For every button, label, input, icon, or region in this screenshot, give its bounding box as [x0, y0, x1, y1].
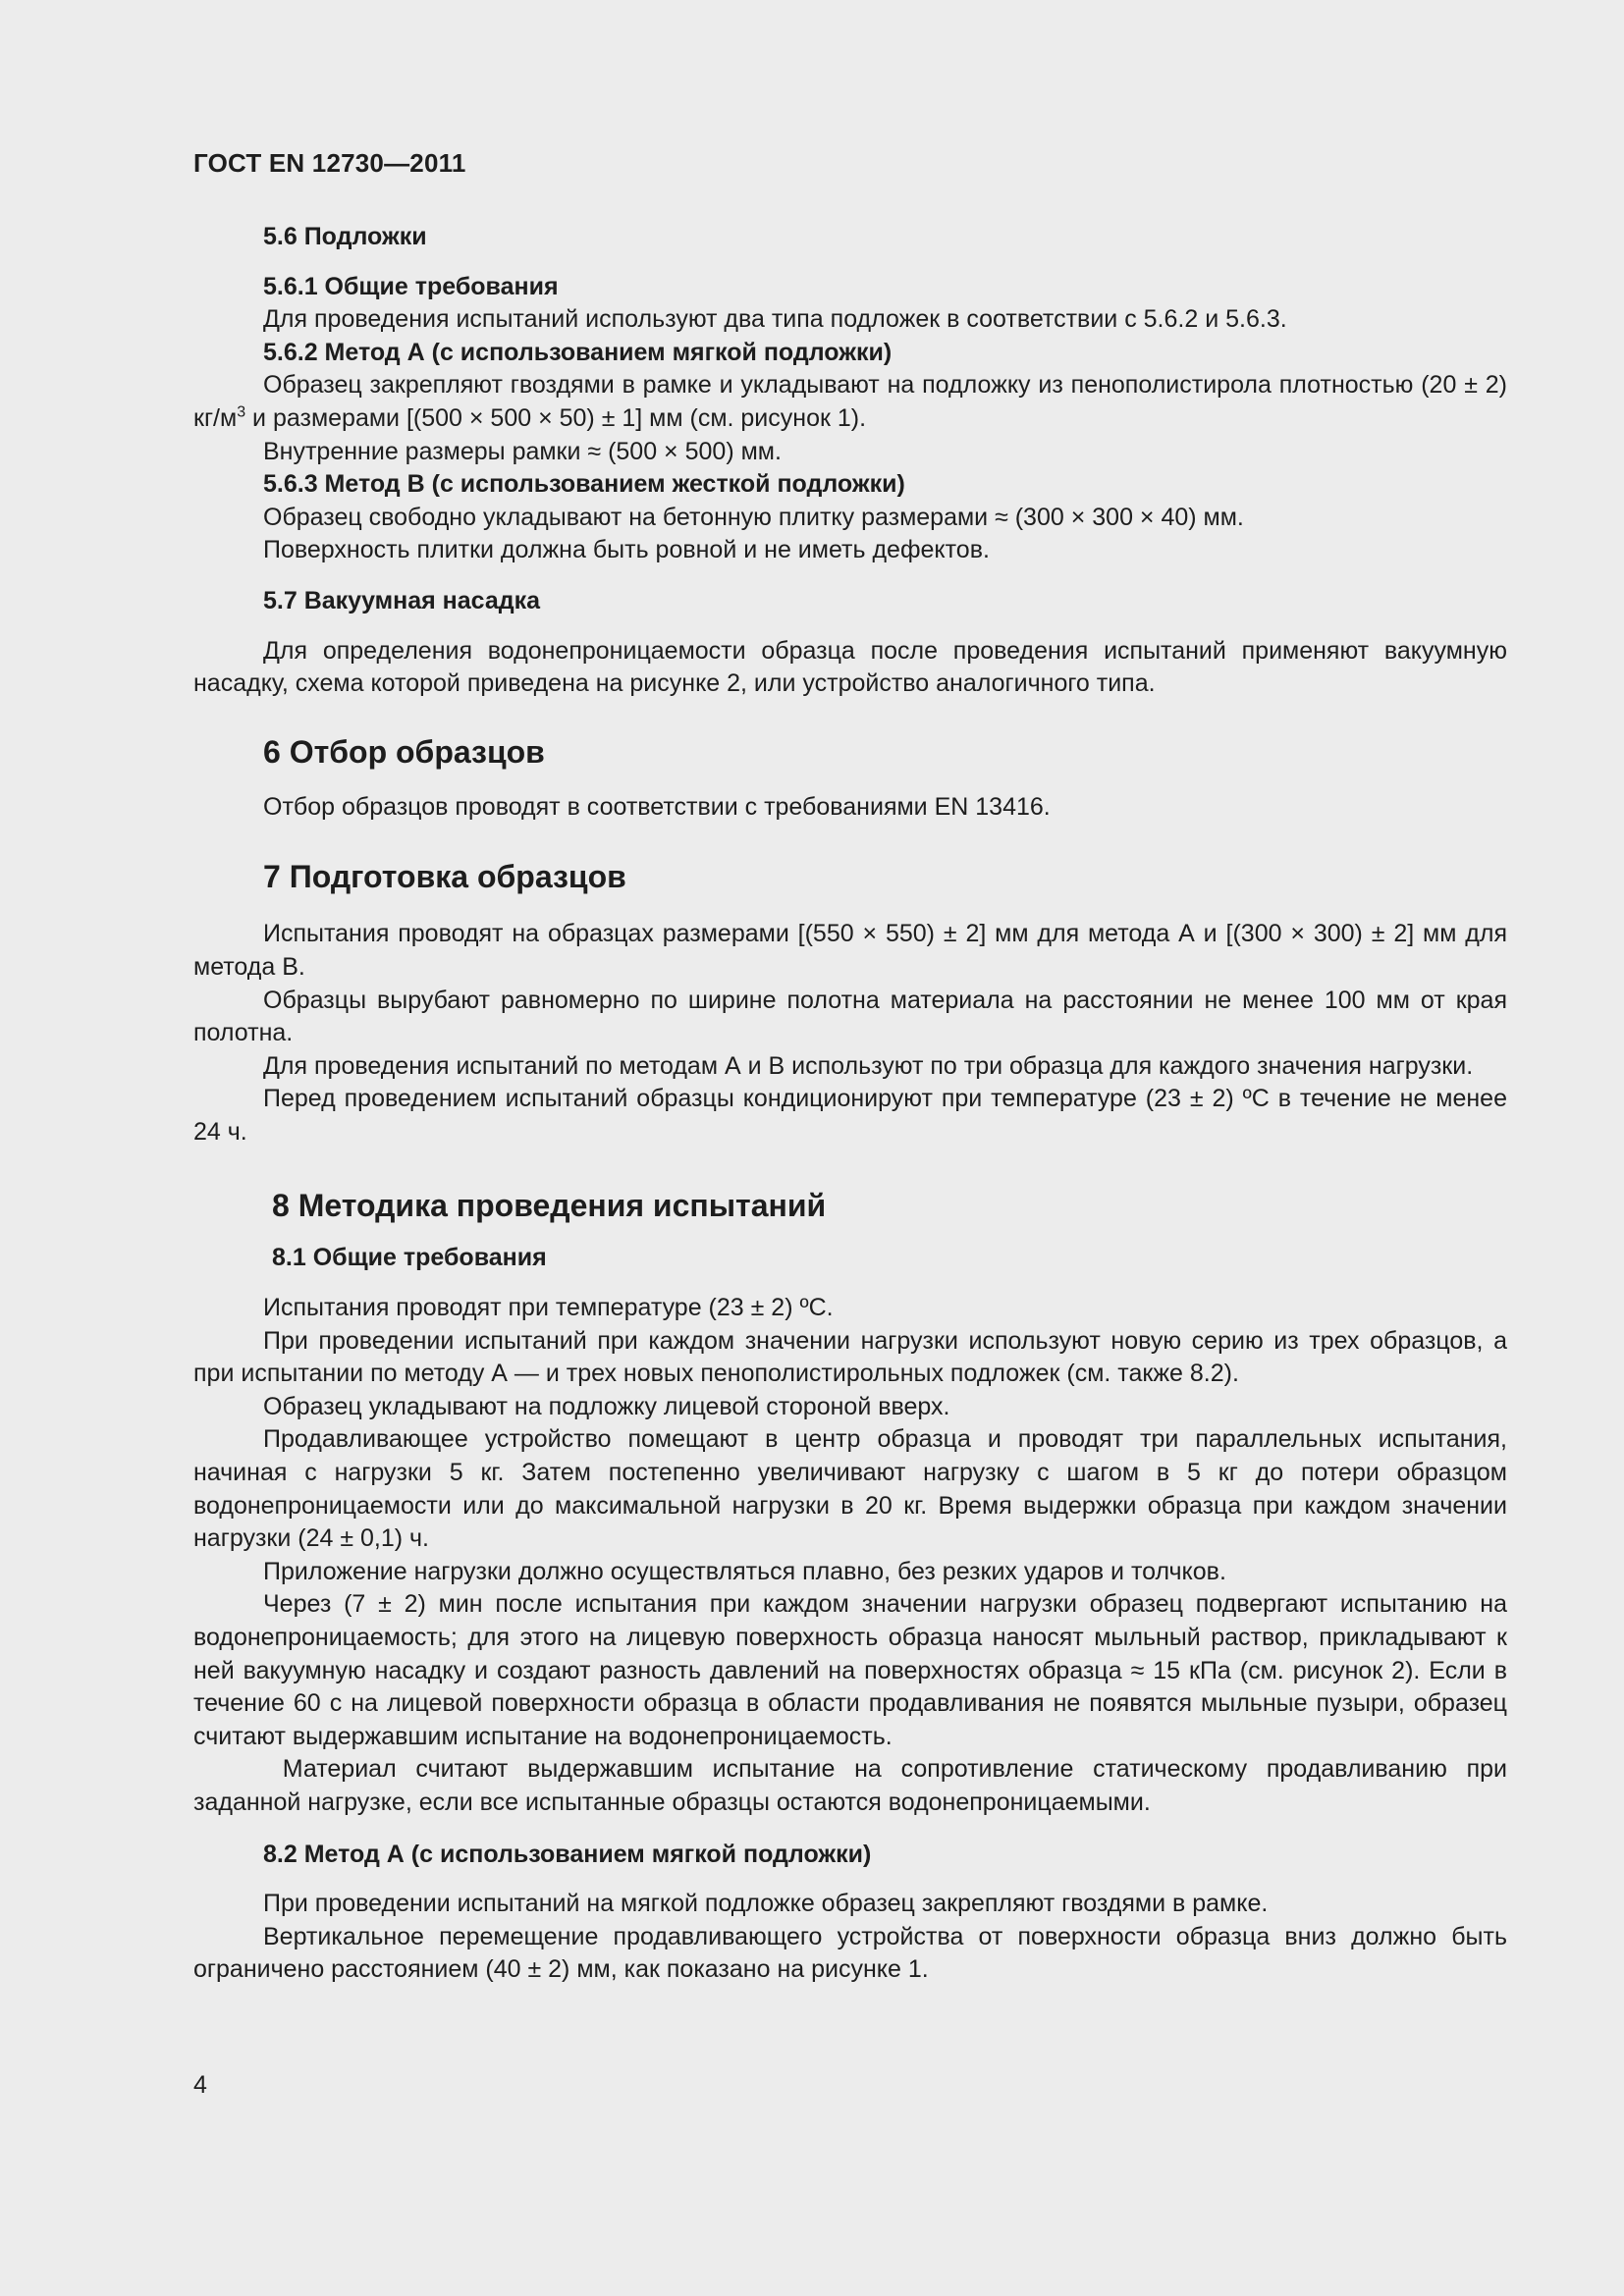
superscript: 3 [237, 403, 246, 421]
section-8-title: 8 Методика проведения испытаний [272, 1188, 827, 1224]
section-5-6-title: 5.6 Подложки [263, 223, 427, 250]
section-5-6-2-title: 5.6.2 Метод А (с использованием мягкой подложки) [263, 338, 893, 366]
page-content [193, 221, 1514, 1987]
section-6-title: 6 Отбор образцов [263, 733, 545, 770]
section-8-1-title: 8.1 Общие требования [272, 1244, 547, 1272]
paragraph: Вертикальное перемещение продавливающего устройства от поверхности образца вниз должно быть ограничено расстоянием (40 ± 2) мм, как показано на рисунке 1. [193, 1922, 1507, 1984]
paragraph: При проведении испытаний при каждом значении нагрузки используют новую серию из трех образцов, а при испытании по методу А — и трех новых пенополистирольных подложек (см. также 8.2). [193, 1326, 1507, 1388]
paragraph: Для определения водонепроницаемости образца после проведения испытаний применяют вакуумную насадку, схема которой приведена на рисунке 2, или устройство аналогичного типа. [193, 636, 1507, 698]
paragraph: Образец укладывают на подложку лицевой стороной вверх. [263, 1392, 950, 1420]
paragraph: Образец свободно укладывают на бетонную плитку размерами ≈ (300 × 300 × 40) мм. [263, 503, 1244, 531]
section-8-2-title: 8.2 Метод А (с использованием мягкой подложки) [263, 1840, 872, 1868]
page-number: 4 [193, 2071, 207, 2099]
paragraph-text: и размерами [(500 × 500 × 50) ± 1] мм (см. рисунок 1). [245, 403, 867, 432]
paragraph: Приложение нагрузки должно осуществляться плавно, без резких ударов и толчков. [263, 1557, 1226, 1585]
paragraph: При проведении испытаний на мягкой подложке образец закрепляют гвоздями в рамке. [263, 1890, 1269, 1918]
paragraph-text: Образец закрепляют гвоздями в рамке и укладывают на подложку из пенополистирола плотностью (20 ± 2) кг/м [193, 371, 1507, 432]
paragraph: Через (7 ± 2) мин после испытания при каждом значении нагрузки образец подвергают испытанию на водонепроницаемость; для этого на лицевую поверхность образца наносят мыльный раствор, прикладывают к ней вакуумную насадку и создают разность давлений на поверхностях образца ≈ 15 кПа (см. рисунок 2). Если в течение 60 с на лицевой поверхности образца в области продавливания не появятся мыльные пузыри, образец считают выдержавшим испытание на водонепроницаемость. [193, 1590, 1507, 1750]
paragraph: Для проведения испытаний по методам А и В используют по три образца для каждого значения нагрузки. [263, 1051, 1474, 1080]
paragraph: Для проведения испытаний используют два типа подложек в соответствии с 5.6.2 и 5.6.3. [263, 305, 1287, 334]
paragraph: Образцы вырубают равномерно по ширине полотна материала на расстоянии не менее 100 мм от края полотна. [193, 986, 1507, 1047]
paragraph: Поверхность плитки должна быть ровной и не иметь дефектов. [263, 536, 990, 564]
paragraph [193, 369, 1507, 435]
section-5-7-title: 5.7 Вакуумная насадка [263, 586, 541, 614]
paragraph: Материал считают выдержавшим испытание на сопротивление статическому продавливанию при заданной нагрузке, если все испытанные образцы остаются водонепроницаемыми. [193, 1755, 1514, 1816]
paragraph: Испытания проводят при температуре (23 ± 2) ºС. [263, 1294, 834, 1322]
paragraph: Перед проведением испытаний образцы кондиционируют при температуре (23 ± 2) ºС в течение не менее 24 ч. [193, 1085, 1507, 1146]
paragraph: Продавливающее устройство помещают в центр образца и проводят три параллельных испытания, начиная с нагрузки 5 кг. Затем постепенно увеличивают нагрузку с шагом в 5 кг до потери образцом водонепроницаемости или до максимальной нагрузки в 20 кг. Время выдержки образца при каждом значении нагрузки (24 ± 0,1) ч. [193, 1425, 1507, 1553]
paragraph: Испытания проводят на образцах размерами [(550 × 550) ± 2] мм для метода А и [(300 × 300) ± 2] мм для метода В. [193, 920, 1507, 981]
running-header: ГОСТ EN 12730—2011 [193, 148, 466, 178]
section-5-6-3-title: 5.6.3 Метод В (с использованием жесткой подложки) [263, 470, 905, 499]
paragraph: Отбор образцов проводят в соответствии с требованиями EN 13416. [263, 792, 1051, 821]
paragraph: Внутренние размеры рамки ≈ (500 × 500) мм. [263, 437, 782, 465]
section-7-title: 7 Подготовка образцов [263, 859, 626, 895]
section-5-6-1-title: 5.6.1 Общие требования [263, 272, 559, 300]
